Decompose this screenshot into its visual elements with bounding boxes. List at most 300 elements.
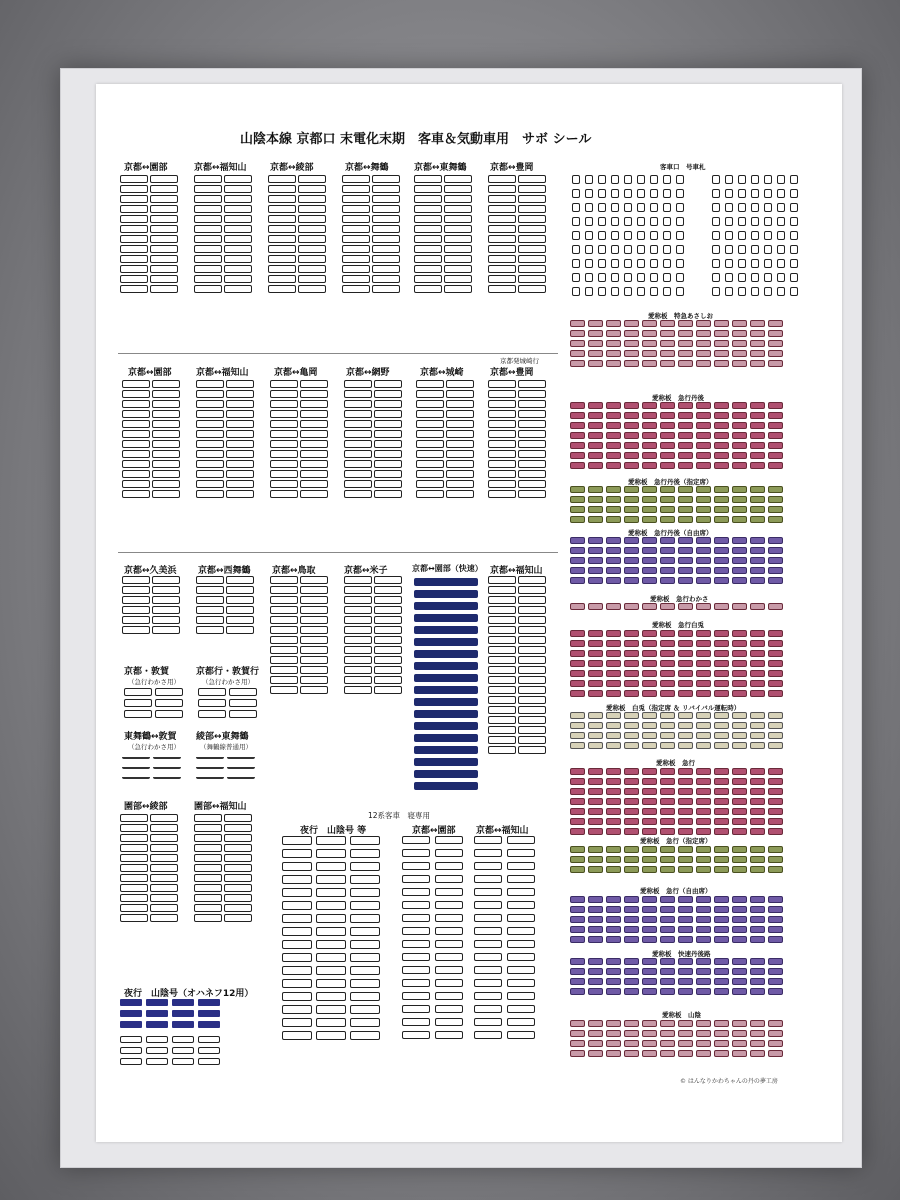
number-plate-grid (712, 175, 798, 296)
sticker-chip (570, 732, 585, 739)
sticker-chip (696, 350, 711, 357)
sticker-chip (300, 450, 328, 458)
sticker-chip (350, 862, 380, 871)
sticker-chip (344, 480, 372, 488)
sticker-chip (696, 856, 711, 863)
chip-grid (198, 688, 257, 718)
sticker-chip (678, 926, 693, 933)
route-label: 園部↔福知山 (194, 802, 247, 812)
chip-grid (120, 175, 178, 293)
sticker-chip (268, 225, 296, 233)
sticker-chip (678, 968, 693, 975)
sticker-chip (714, 630, 729, 637)
sticker-chip (570, 670, 585, 677)
nameplate-grid (570, 768, 783, 835)
sticker-chip (750, 670, 765, 677)
sticker-chip (572, 217, 580, 226)
sticker-chip (624, 968, 639, 975)
sticker-chip (374, 676, 402, 684)
sticker-chip (732, 778, 747, 785)
sticker-chip (507, 1005, 535, 1013)
sticker-chip (732, 680, 747, 687)
sticker-chip (435, 940, 463, 948)
sticker-chip (696, 742, 711, 749)
divider (118, 353, 558, 354)
route-label: 京都↔福知山 (476, 826, 529, 836)
sticker-chip (570, 680, 585, 687)
chip-grid (120, 1036, 220, 1065)
sticker-chip (624, 896, 639, 903)
sticker-chip (570, 350, 585, 357)
sticker-chip (642, 916, 657, 923)
sticker-chip (642, 732, 657, 739)
sticker-chip (316, 953, 346, 962)
sticker-chip (768, 828, 783, 835)
sticker-chip (474, 979, 502, 987)
sticker-chip (194, 844, 222, 852)
sticker-chip (642, 906, 657, 913)
sticker-chip (751, 231, 759, 240)
sticker-chip (606, 330, 621, 337)
sticker-chip (414, 758, 478, 766)
sticker-chip (678, 742, 693, 749)
sticker-chip (507, 901, 535, 909)
sticker-chip (444, 265, 472, 273)
sticker-chip (518, 706, 546, 714)
sticker-chip (660, 516, 675, 523)
route-label: 京都↔園部（快速） (412, 564, 483, 573)
sticker-chip (585, 245, 593, 254)
sticker-chip (660, 742, 675, 749)
sticker-chip (572, 231, 580, 240)
sticker-chip (416, 390, 444, 398)
sticker-chip (488, 606, 516, 614)
sticker-chip (660, 557, 675, 564)
sticker-chip (660, 988, 675, 995)
sticker-chip (270, 666, 298, 674)
sticker-chip (714, 808, 729, 815)
sticker-chip (660, 788, 675, 795)
sticker-chip (570, 916, 585, 923)
sticker-chip (122, 626, 150, 634)
sticker-chip (572, 259, 580, 268)
sticker-chip (588, 828, 603, 835)
sticker-chip (196, 450, 224, 458)
sticker-chip (678, 603, 693, 610)
sticker-chip (570, 968, 585, 975)
sticker-chip (570, 640, 585, 647)
sticker-chip (488, 215, 516, 223)
sticker-chip (402, 875, 430, 883)
sticker-chip (750, 486, 765, 493)
sticker-chip (678, 577, 693, 584)
sticker-chip (300, 596, 328, 604)
sticker-chip (122, 606, 150, 614)
sticker-chip (732, 926, 747, 933)
sticker-chip (570, 818, 585, 825)
sticker-chip (738, 287, 746, 296)
sticker-chip (198, 699, 226, 707)
chip-grid (268, 175, 326, 293)
sticker-chip (194, 874, 222, 882)
sticker-chip (660, 916, 675, 923)
sticker-chip (298, 275, 326, 283)
sticker-chip (714, 486, 729, 493)
sticker-chip (416, 440, 444, 448)
sticker-chip (642, 547, 657, 554)
sticker-chip (444, 195, 472, 203)
sticker-chip (624, 402, 639, 409)
sticker-chip (598, 203, 606, 212)
sticker-chip (732, 640, 747, 647)
sticker-chip (750, 690, 765, 697)
sticker-chip (224, 834, 252, 842)
sticker-chip (678, 537, 693, 544)
sticker-chip (732, 462, 747, 469)
sticker-chip (570, 896, 585, 903)
sticker-chip (732, 988, 747, 995)
sticker-chip (570, 340, 585, 347)
sticker-chip (714, 442, 729, 449)
sticker-chip (588, 788, 603, 795)
sticker-chip (678, 516, 693, 523)
sticker-chip (488, 686, 516, 694)
sticker-chip (194, 205, 222, 213)
sticker-chip (660, 1040, 675, 1047)
sticker-chip (270, 400, 298, 408)
sticker-chip (488, 696, 516, 704)
sticker-chip (585, 231, 593, 240)
sticker-chip (624, 273, 632, 282)
sticker-chip (732, 412, 747, 419)
sticker-chip (663, 203, 671, 212)
sticker-chip (150, 265, 178, 273)
sticker-chip (642, 712, 657, 719)
sticker-chip (226, 390, 254, 398)
sticker-chip (696, 768, 711, 775)
sticker-chip (660, 778, 675, 785)
sticker-chip (570, 1040, 585, 1047)
nameplate-grid (570, 320, 783, 367)
sticker-chip (750, 452, 765, 459)
sticker-chip (282, 836, 312, 845)
route-label: 京都↔亀岡 (274, 368, 318, 378)
sticker-chip (270, 490, 298, 498)
sticker-chip (224, 894, 252, 902)
sticker-chip (660, 537, 675, 544)
sticker-chip (507, 940, 535, 948)
sticker-chip (650, 259, 658, 268)
sticker-chip (414, 674, 478, 682)
sticker-chip (624, 712, 639, 719)
sticker-chip (224, 275, 252, 283)
sticker-chip (751, 203, 759, 212)
sticker-chip (226, 440, 254, 448)
sticker-chip (374, 596, 402, 604)
sticker-chip (350, 953, 380, 962)
sticker-chip (414, 722, 478, 730)
sticker-chip (588, 798, 603, 805)
sticker-chip (268, 175, 296, 183)
sticker-chip (777, 287, 785, 296)
sticker-chip (588, 350, 603, 357)
sticker-chip (224, 255, 252, 263)
sticker-chip (570, 547, 585, 554)
sticker-chip (474, 914, 502, 922)
sticker-chip (518, 470, 546, 478)
sticker-chip (637, 203, 645, 212)
sticker-chip (150, 874, 178, 882)
sticker-chip (714, 360, 729, 367)
sticker-chip (663, 273, 671, 282)
sticker-chip (642, 603, 657, 610)
sticker-chip (316, 927, 346, 936)
sticker-chip (790, 245, 798, 254)
sticker-chip (300, 656, 328, 664)
sticker-chip (696, 577, 711, 584)
sticker-chip (696, 680, 711, 687)
sticker-chip (224, 195, 252, 203)
sticker-chip (712, 217, 720, 226)
sticker-chip (732, 1030, 747, 1037)
sticker-chip (678, 506, 693, 513)
sticker-chip (414, 275, 442, 283)
sticker-chip (714, 818, 729, 825)
sticker-chip (344, 666, 372, 674)
sticker-chip (152, 586, 180, 594)
sticker-chip (624, 577, 639, 584)
sticker-chip (606, 567, 621, 574)
sticker-chip (678, 670, 693, 677)
sticker-chip (606, 958, 621, 965)
sticker-chip (488, 490, 516, 498)
sticker-chip (300, 400, 328, 408)
sticker-chip (650, 231, 658, 240)
sticker-chip (768, 778, 783, 785)
sticker-chip (611, 245, 619, 254)
sticker-chip (696, 978, 711, 985)
sticker-chip (696, 1050, 711, 1057)
sticker-chip (444, 215, 472, 223)
chip-grid (282, 836, 380, 1040)
sticker-chip (488, 666, 516, 674)
sticker-chip (342, 185, 370, 193)
sticker-chip (196, 596, 224, 604)
sticker-chip (570, 828, 585, 835)
sticker-chip (316, 979, 346, 988)
sticker-chip (714, 712, 729, 719)
sticker-chip (402, 940, 430, 948)
sticker-chip (732, 722, 747, 729)
sticker-chip (678, 732, 693, 739)
sticker-chip (414, 175, 442, 183)
sticker-chip (642, 856, 657, 863)
sticker-chip (777, 217, 785, 226)
sticker-chip (750, 988, 765, 995)
sticker-chip (414, 638, 478, 646)
sticker-chip (714, 567, 729, 574)
sticker-chip (507, 979, 535, 987)
sticker-chip (732, 422, 747, 429)
sticker-chip (696, 1030, 711, 1037)
sticker-chip (585, 273, 593, 282)
sticker-chip (732, 808, 747, 815)
sticker-chip (488, 420, 516, 428)
sticker-chip (678, 442, 693, 449)
sticker-chip (678, 856, 693, 863)
sticker-chip (300, 410, 328, 418)
sticker-chip (198, 999, 220, 1006)
section-label: 愛称板 特急あさしお (648, 312, 713, 320)
sticker-chip (712, 287, 720, 296)
sticker-chip (624, 245, 632, 254)
sticker-chip (764, 175, 772, 184)
sticker-chip (696, 603, 711, 610)
sticker-chip (518, 636, 546, 644)
sticker-chip (282, 849, 312, 858)
sticker-chip (122, 490, 150, 498)
sticker-chip (152, 460, 180, 468)
sticker-chip (570, 603, 585, 610)
sticker-chip (624, 567, 639, 574)
sticker-chip (696, 712, 711, 719)
sticker-chip (732, 547, 747, 554)
sticker-chip (768, 547, 783, 554)
sticker-chip (764, 259, 772, 268)
sticker-chip (194, 275, 222, 283)
sticker-chip (732, 788, 747, 795)
sticker-chip (751, 189, 759, 198)
sticker-chip (732, 732, 747, 739)
sticker-chip (750, 788, 765, 795)
sticker-chip (344, 656, 372, 664)
sticker-chip (226, 410, 254, 418)
sticker-chip (342, 205, 370, 213)
sticker-chip (342, 285, 370, 293)
sticker-chip (637, 217, 645, 226)
sticker-chip (374, 410, 402, 418)
nameplate-grid (570, 958, 783, 995)
sticker-chip (414, 602, 478, 610)
sticker-chip (150, 814, 178, 822)
sticker-chip (402, 1005, 430, 1013)
sticker-chip (732, 660, 747, 667)
sticker-chip (224, 854, 252, 862)
sticker-chip (642, 978, 657, 985)
sticker-chip (624, 866, 639, 873)
sticker-chip (518, 606, 546, 614)
sticker-chip (750, 360, 765, 367)
sticker-chip (518, 390, 546, 398)
sticker-chip (750, 412, 765, 419)
sticker-chip (120, 824, 148, 832)
sticker-chip (714, 516, 729, 523)
section-label: 愛称板 白兎（指定席 ＆ リバイバル運転時） (606, 704, 741, 712)
sticker-chip (624, 846, 639, 853)
sticker-chip (768, 670, 783, 677)
sticker-chip (637, 189, 645, 198)
sticker-chip (606, 798, 621, 805)
sticker-chip (588, 846, 603, 853)
sticker-chip (585, 203, 593, 212)
sticker-chip (588, 916, 603, 923)
sticker-chip (660, 1020, 675, 1027)
sticker-chip (196, 616, 224, 624)
sticker-chip (120, 1047, 142, 1054)
sticker-chip (777, 203, 785, 212)
section-label: 客車口 号車札 (660, 163, 706, 171)
sticker-chip (414, 185, 442, 193)
sticker-chip (570, 926, 585, 933)
sticker-chip (768, 968, 783, 975)
sticker-chip (750, 1020, 765, 1027)
sticker-chip (768, 866, 783, 873)
sticker-chip (122, 480, 150, 488)
sticker-chip (270, 420, 298, 428)
sticker-chip (570, 496, 585, 503)
sticker-chip (414, 590, 478, 598)
sticker-chip (624, 1040, 639, 1047)
sticker-chip (768, 516, 783, 523)
route-label: 京都↔鳥取 (272, 566, 316, 576)
sticker-chip (624, 1050, 639, 1057)
sticker-chip (150, 854, 178, 862)
sticker-chip (570, 978, 585, 985)
sticker-chip (660, 866, 675, 873)
sticker-chip (588, 340, 603, 347)
sticker-chip (624, 660, 639, 667)
sticker-chip (678, 958, 693, 965)
sticker-chip (642, 968, 657, 975)
sticker-chip (750, 866, 765, 873)
sticker-chip (518, 195, 546, 203)
sticker-chip (660, 680, 675, 687)
sticker-chip (518, 265, 546, 273)
sticker-chip (194, 824, 222, 832)
sticker-chip (402, 927, 430, 935)
sticker-chip (146, 1047, 168, 1054)
sticker-chip (316, 1005, 346, 1014)
sticker-chip (660, 320, 675, 327)
sticker-chip (268, 185, 296, 193)
sticker-chip (270, 656, 298, 664)
sticker-chip (570, 452, 585, 459)
sticker-chip (642, 650, 657, 657)
sticker-chip (606, 722, 621, 729)
sticker-chip (518, 285, 546, 293)
sticker-chip (663, 189, 671, 198)
sticker-chip (588, 896, 603, 903)
sticker-chip (712, 245, 720, 254)
sticker-chip (696, 732, 711, 739)
nameplate-grid (570, 486, 783, 523)
sticker-chip (714, 670, 729, 677)
sticker-chip (402, 901, 430, 909)
sticker-chip (606, 516, 621, 523)
sticker-chip (374, 460, 402, 468)
sticker-chip (764, 217, 772, 226)
sticker-chip (660, 958, 675, 965)
sticker-chip (678, 916, 693, 923)
sticker-chip (122, 470, 150, 478)
sticker-chip (270, 686, 298, 694)
sticker-chip (750, 926, 765, 933)
section-label: 愛称板 山陰 (662, 1011, 701, 1019)
sticker-chip (606, 732, 621, 739)
sticker-chip (642, 577, 657, 584)
sticker-chip (660, 360, 675, 367)
sticker-chip (570, 422, 585, 429)
